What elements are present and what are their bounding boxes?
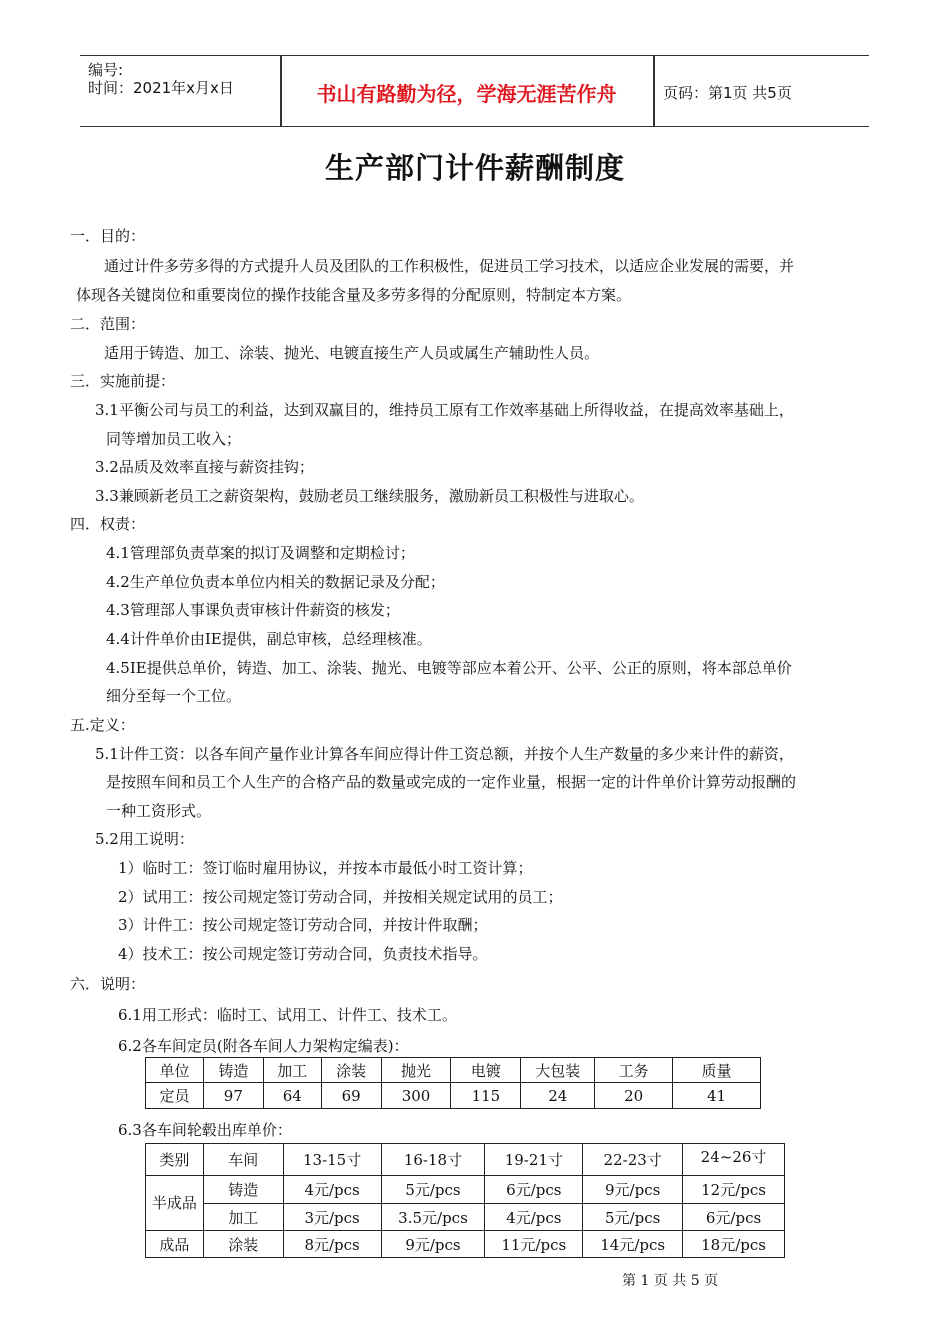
table-cell: 5元/pcs <box>583 1204 683 1231</box>
paragraph-line: 适用于铸造、加工、涂装、抛光、电镀直接生产人员或属生产辅助性人员。 <box>104 344 600 362</box>
paragraph-line: 细分至每一个工位。 <box>106 687 242 705</box>
table-cell: 97 <box>203 1083 263 1109</box>
section-heading: 六．说明： <box>70 975 146 993</box>
table-cell: 定员 <box>146 1083 204 1109</box>
table-cell: 115 <box>451 1083 521 1109</box>
table-header-row <box>146 1058 761 1083</box>
table-cell: 14元/pcs <box>583 1231 683 1258</box>
section-heading: 二．范围： <box>70 315 146 333</box>
category-cell: 半成品 <box>146 1176 204 1231</box>
paragraph-line: 4.4计件单价由IE提供，副总审核，总经理核准。 <box>106 630 432 648</box>
table-header-row <box>146 1144 785 1176</box>
table-cell: 4元/pcs <box>485 1204 583 1231</box>
table-header-cell: 涂装 <box>321 1058 381 1083</box>
table-cell: 12元/pcs <box>683 1176 785 1204</box>
table-cell: 69 <box>321 1083 381 1109</box>
table-header-cell: 工务 <box>595 1058 673 1083</box>
document-header <box>80 55 869 127</box>
table-cell: 加工 <box>203 1204 283 1231</box>
table-cell: 3元/pcs <box>283 1204 381 1231</box>
paragraph-line: 4.3管理部人事课负责审核计件薪资的核发； <box>106 601 400 619</box>
table-cell: 11元/pcs <box>485 1231 583 1258</box>
header-divider <box>653 56 655 126</box>
table-cell: 6元/pcs <box>485 1176 583 1204</box>
paragraph-line: 1）临时工：签订临时雇用协议，并按本市最低小时工资计算； <box>118 859 533 877</box>
paragraph-line: 一种工资形式。 <box>106 802 212 820</box>
section-heading: 一．目的： <box>70 227 146 245</box>
table-header-cell: 电镀 <box>451 1058 521 1083</box>
paragraph-line: 2）试用工：按公司规定签订劳动合同，并按相关规定试用的员工； <box>118 888 563 906</box>
staff-table <box>145 1057 761 1109</box>
paragraph-line: 4.5IE提供总单价，铸造、加工、涂装、抛光、电镀等部应本着公开、公平、公正的原则，将本部总单价 <box>106 659 792 677</box>
paragraph-line: 4）技术工：按公司规定签订劳动合同，负责技术指导。 <box>118 945 488 963</box>
paragraph-line: 6.1用工形式：临时工、试用工、计件工、技术工。 <box>118 1006 457 1024</box>
table-header-cell: 质量 <box>673 1058 761 1083</box>
table-cell: 300 <box>381 1083 451 1109</box>
header-motto: 书山有路勤为径，学海无涯苦作舟 <box>316 82 617 106</box>
table-row <box>146 1176 785 1204</box>
header-page-info: 页码：第1页 共5页 <box>663 84 792 102</box>
table-cell: 18元/pcs <box>683 1231 785 1258</box>
table-cell: 24 <box>521 1083 595 1109</box>
table-cell: 6元/pcs <box>683 1204 785 1231</box>
table-cell: 41 <box>673 1083 761 1109</box>
table-header-cell: 类别 <box>146 1144 204 1176</box>
paragraph-line: 是按照车间和员工个人生产的合格产品的数量或完成的一定作业量，根据一定的计件单价计算劳动报酬的 <box>106 773 797 791</box>
paragraph-line: 3.2品质及效率直接与薪资挂钩； <box>95 458 314 476</box>
table-header-cell: 大包装 <box>521 1058 595 1083</box>
paragraph-line: 3.3兼顾新老员工之薪资架构，鼓励老员工继续服务，激励新员工积极性与进取心。 <box>95 487 644 505</box>
table-header-cell: 19-21寸 <box>485 1144 583 1176</box>
table-cell: 铸造 <box>203 1176 283 1204</box>
price-table <box>145 1143 785 1258</box>
table-cell: 20 <box>595 1083 673 1109</box>
document-title: 生产部门计件薪酬制度 <box>324 151 625 185</box>
table-header-cell: 抛光 <box>381 1058 451 1083</box>
paragraph-line: 5.1计件工资：以各车间产量作业计算各车间应得计件工资总额，并按个人生产数量的多少来计件的薪资， <box>95 745 794 763</box>
paragraph-line: 同等增加员工收入； <box>106 430 242 448</box>
section-heading: 五.定义： <box>70 716 135 734</box>
document-date: 时间：2021年x月x日 <box>88 79 234 97</box>
table-header-cell: 24~26寸 <box>683 1144 785 1176</box>
table-cell: 4元/pcs <box>283 1176 381 1204</box>
table-header-cell: 铸造 <box>203 1058 263 1083</box>
page-footer: 第 1 页 共 5 页 <box>622 1273 719 1289</box>
paragraph-line: 3）计件工：按公司规定签订劳动合同，并按计件取酬； <box>118 916 488 934</box>
table-cell: 64 <box>263 1083 321 1109</box>
table-cell: 9元/pcs <box>583 1176 683 1204</box>
paragraph-line: 3.1平衡公司与员工的利益，达到双赢目的，维持员工原有工作效率基础上所得收益，在提高效率基础上， <box>95 401 794 419</box>
header-meta <box>88 61 234 97</box>
table-cell: 8元/pcs <box>283 1231 381 1258</box>
section-heading: 三．实施前提： <box>70 372 176 390</box>
paragraph-line: 5.2用工说明： <box>95 830 194 848</box>
table-header-cell: 13-15寸 <box>283 1144 381 1176</box>
table-row <box>146 1083 761 1109</box>
paragraph-line: 4.2生产单位负责本单位内相关的数据记录及分配； <box>106 573 445 591</box>
table-header-cell: 22-23寸 <box>583 1144 683 1176</box>
table-row <box>146 1204 785 1231</box>
category-cell: 成品 <box>146 1231 204 1258</box>
paragraph-line: 4.1管理部负责草案的拟订及调整和定期检讨； <box>106 544 415 562</box>
paragraph-line: 体现各关键岗位和重要岗位的操作技能含量及多劳多得的分配原则，特制定本方案。 <box>76 286 632 304</box>
table-header-cell: 单位 <box>146 1058 204 1083</box>
table-header-cell: 加工 <box>263 1058 321 1083</box>
table-header-cell: 16-18寸 <box>381 1144 485 1176</box>
document-number-label: 编号: <box>88 61 124 79</box>
table-header-cell: 车间 <box>203 1144 283 1176</box>
table-cell: 5元/pcs <box>381 1176 485 1204</box>
table-cell: 9元/pcs <box>381 1231 485 1258</box>
paragraph-line: 通过计件多劳多得的方式提升人员及团队的工作积极性，促进员工学习技术，以适应企业发展的需要，并 <box>104 257 795 275</box>
paragraph-line: 6.3各车间轮毂出库单价： <box>118 1121 292 1139</box>
table-cell: 涂装 <box>203 1231 283 1258</box>
section-heading: 四．权责： <box>70 515 146 533</box>
table-row <box>146 1231 785 1258</box>
table-cell: 3.5元/pcs <box>381 1204 485 1231</box>
paragraph-line: 6.2各车间定员(附各车间人力架构定编表)： <box>118 1037 409 1055</box>
